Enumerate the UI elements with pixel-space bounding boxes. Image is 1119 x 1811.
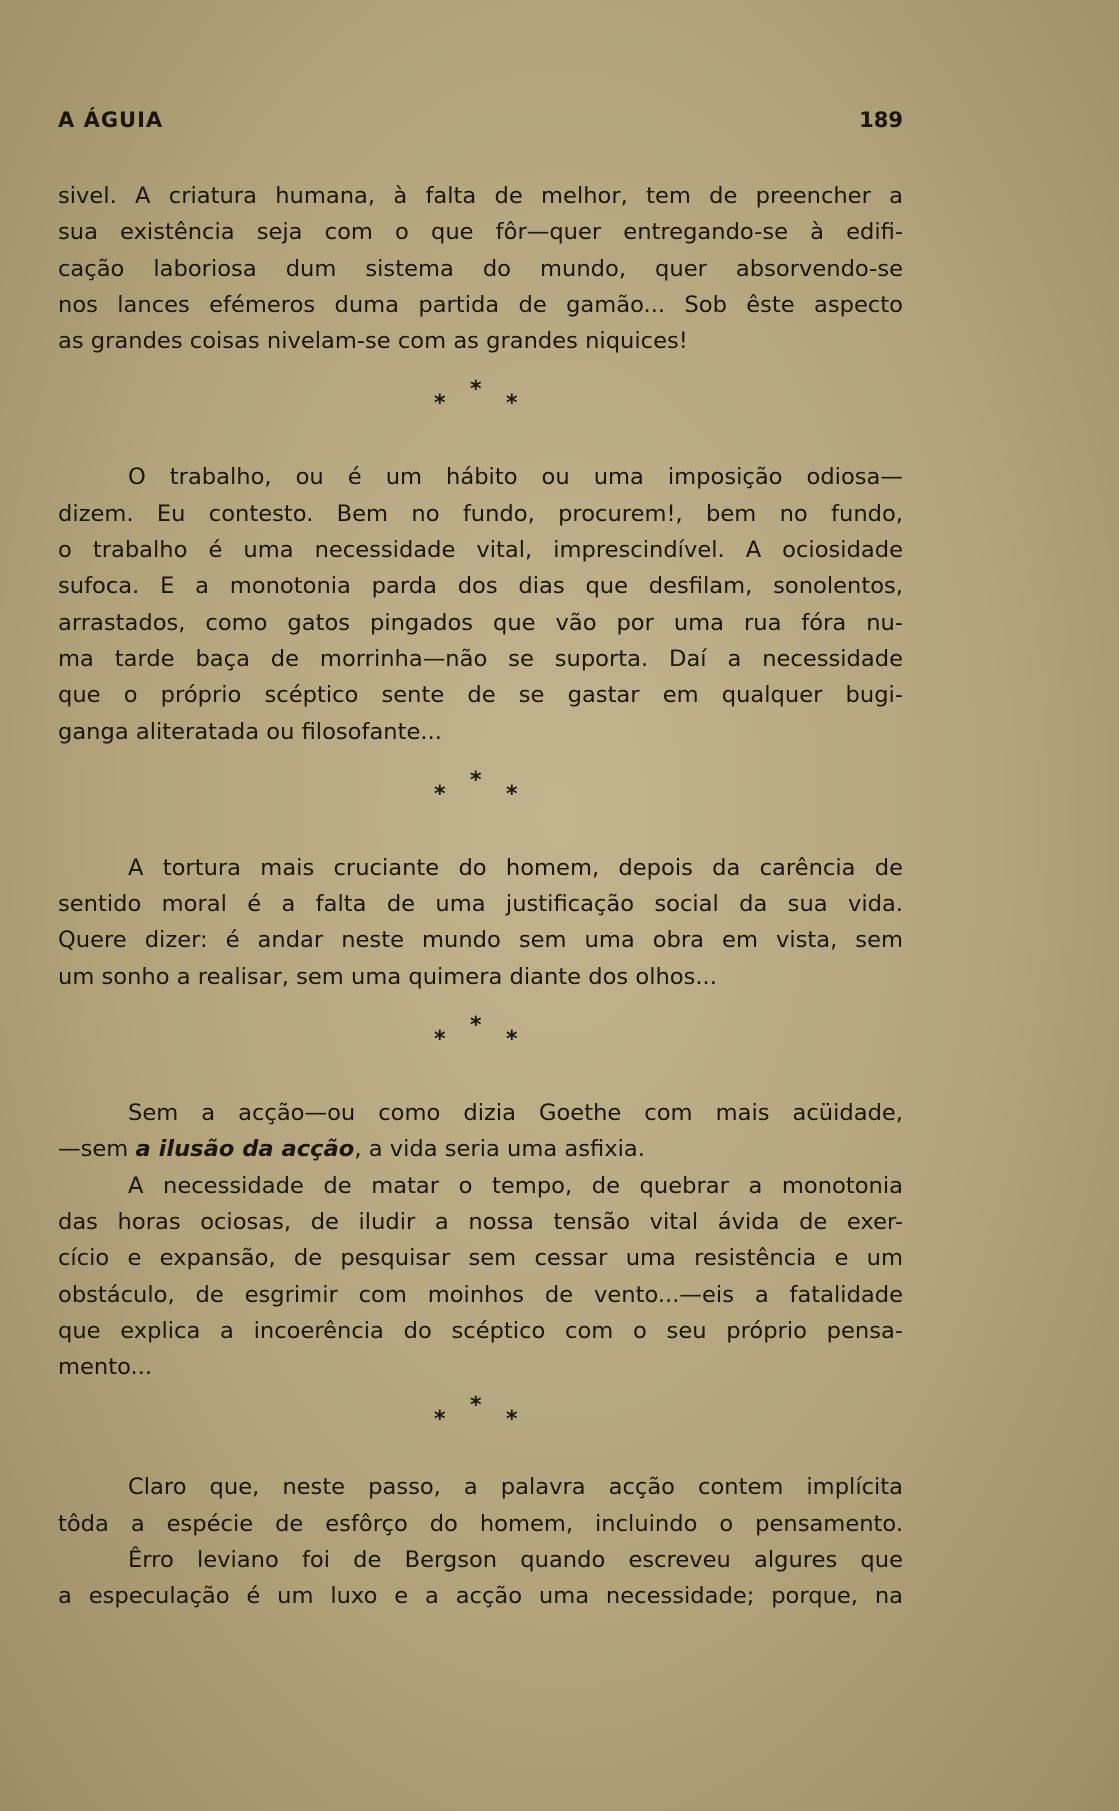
text-line: Claro que, neste passo, a palavra acção contem implícita	[128, 1474, 903, 1501]
text-line: as grandes coisas nivelam-se com as grandes niquices!	[58, 328, 688, 355]
text-line: mento...	[58, 1354, 153, 1381]
text-line: tôda a espécie de esfôrço do homem, incluindo o pensamento.	[58, 1510, 903, 1537]
asterisk: *	[470, 767, 482, 793]
text-line: Quere dizer: é andar neste mundo sem uma obra em vista, sem	[58, 927, 903, 954]
text-line: ma tarde baça de morrinha—não se suporta. Daí a necessidade	[58, 645, 903, 672]
asterisk: *	[434, 1407, 446, 1433]
asterisk: *	[506, 391, 518, 417]
text-line: um sonho a realisar, sem uma quimera diante dos olhos...	[58, 963, 717, 990]
body-text	[58, 178, 903, 1615]
page-header	[58, 108, 903, 142]
page-number: 189	[859, 108, 903, 132]
text-line	[58, 1131, 903, 1167]
text-line: arrastados, como gatos pingados que vão por uma rua fóra nu-	[58, 609, 903, 636]
italic-phrase: a ilusão da acção	[135, 1136, 355, 1163]
asterisk: *	[470, 377, 482, 403]
asterisk: *	[506, 1407, 518, 1433]
asterisk: *	[434, 1027, 446, 1053]
asterism-divider	[58, 359, 903, 459]
running-head: A ÁGUIA	[58, 108, 164, 132]
text-line: dizem. Eu contesto. Bem no fundo, procurem!, bem no fundo,	[58, 500, 903, 527]
text-line: A necessidade de matar o tempo, de quebrar a monotonia	[128, 1172, 903, 1199]
paragraph-2	[58, 459, 903, 749]
asterisk: *	[506, 1027, 518, 1053]
text-line: nos lances efémeros duma partida de gamão... Sob êste aspecto	[58, 291, 903, 318]
text-line: que explica a incoerência do scéptico com o seu próprio pensa-	[58, 1317, 903, 1344]
text-line: Êrro leviano foi de Bergson quando escreveu algures que	[128, 1547, 903, 1574]
asterisk: *	[470, 1393, 482, 1419]
text-fragment: , a vida seria uma asfixia.	[354, 1136, 645, 1163]
text-fragment: —sem	[58, 1136, 136, 1163]
asterism-divider	[58, 995, 903, 1095]
asterisk: *	[434, 781, 446, 807]
text-line: cício e expansão, de pesquisar sem cessar uma resistência e um	[58, 1245, 903, 1272]
asterism-divider	[58, 750, 903, 850]
asterisk: *	[434, 391, 446, 417]
asterisk: *	[506, 781, 518, 807]
text-line: A tortura mais cruciante do homem, depois da carência de	[128, 854, 903, 881]
paragraph-4	[58, 1095, 903, 1385]
asterisk: *	[470, 1013, 482, 1039]
text-line: sentido moral é a falta de uma justificação social da sua vida.	[58, 891, 903, 918]
paragraph-3	[58, 850, 903, 995]
text-line: das horas ociosas, de iludir a nossa tensão vital ávida de exer-	[58, 1208, 903, 1235]
paragraph-5	[58, 1469, 903, 1614]
text-line: cação laboriosa dum sistema do mundo, quer absorvendo-se	[58, 255, 903, 282]
text-line: que o próprio scéptico sente de se gastar em qualquer bugi-	[58, 682, 903, 709]
text-line: sivel. A criatura humana, à falta de melhor, tem de preencher a	[58, 183, 903, 209]
text-line: ganga aliteratada ou filosofante...	[58, 718, 442, 745]
text-line: sufoca. E a monotonia parda dos dias que desfilam, sonolentos,	[58, 573, 903, 600]
asterism-divider	[58, 1385, 903, 1469]
text-line: o trabalho é uma necessidade vital, imprescindível. A ociosidade	[58, 537, 903, 564]
text-line: obstáculo, de esgrimir com moinhos de vento...—eis a fatalidade	[58, 1281, 903, 1308]
text-line: a especulação é um luxo e a acção uma necessidade; porque, na	[58, 1583, 903, 1610]
text-line: O trabalho, ou é um hábito ou uma imposição odiosa—	[128, 464, 903, 491]
text-line: sua existência seja com o que fôr—quer entregando-se à edifi-	[58, 219, 903, 246]
paragraph-1	[58, 178, 903, 359]
text-line: Sem a acção—ou como dizia Goethe com mais acüidade,	[128, 1100, 903, 1127]
